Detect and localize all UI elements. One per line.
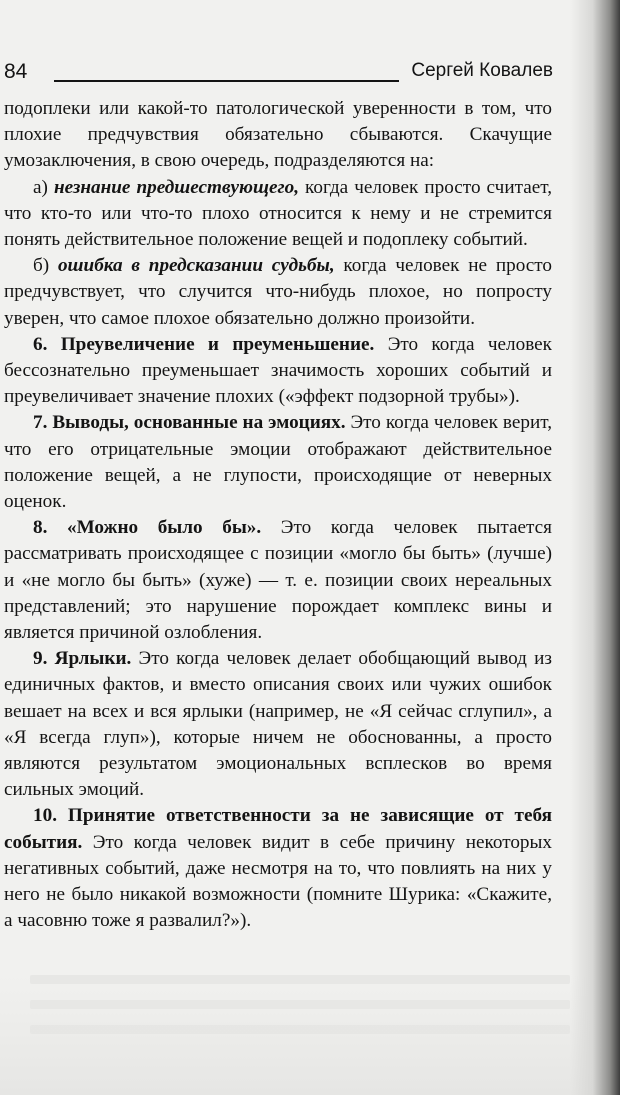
paragraph-text: когда человек просто считает, что кто-то или что-то плохо относится к нему и не стремится понять действительное положение вещей и подоплеку событий. xyxy=(4,176,552,251)
paragraph-continuation xyxy=(4,96,552,175)
paragraph-text: Это когда человек делает обобщающий вывод из единичных фактов, и вместо описания своих или чужих ошибок вешает на всех и вся ярлыки (например, не «Я сейчас сглупил», а «Я всегда глуп»), которые ничем не обоснованны, а просто являются результатом эмоциональных всплесков во время сильных эмоций. xyxy=(4,648,552,801)
paragraph-6 xyxy=(4,332,552,411)
paragraph-9 xyxy=(4,646,552,803)
item-marker: а) xyxy=(33,176,54,198)
item-term: ошибка в предсказании судьбы, xyxy=(57,255,335,277)
section-heading: 7. Выводы, основанные на эмоциях. xyxy=(33,412,346,434)
item-marker: б) xyxy=(33,255,58,277)
section-heading: 9. Ярлыки. xyxy=(33,648,132,670)
section-heading: 10. Принятие ответственности за не зависящие от тебя события. xyxy=(4,805,552,853)
binding-shadow xyxy=(570,0,620,1095)
body-text xyxy=(4,96,552,935)
paragraph-item-b xyxy=(4,253,552,332)
paragraph-text: Это когда человек пытается рассматривать происходящее с позиции «могло бы быть» (лучше) и «не могло бы быть» (хуже) — т. е. позиции своих нереальных представлений; это нарушение порождает комплекс вины и является причиной озлобления. xyxy=(4,517,552,644)
paragraph-text: подоплеки или какой-то патологической уверенности в том, что плохие предчувствия обязательно сбываются. Скачущие умозаключения, в свою очередь, подразделяются на: xyxy=(4,98,552,172)
paragraph-text: Это когда человек видит в себе причину некоторых негативных событий, даже несмотря на то, что повлиять на них у него не было никакой возможности (помните Шурика: «Скажите, а часовню тоже я развалил?»). xyxy=(4,831,552,932)
page-bottom-shading xyxy=(0,975,620,1095)
page-number: 84 xyxy=(4,60,28,83)
paragraph-7 xyxy=(4,410,552,515)
section-heading: 6. Преувеличение и преуменьшение. xyxy=(33,333,375,355)
section-heading: 8. «Можно было бы». xyxy=(33,517,262,539)
paragraph-10 xyxy=(4,803,552,934)
paragraph-8 xyxy=(4,515,552,646)
item-term: незнание предшествующего, xyxy=(53,176,300,198)
paragraph-item-a xyxy=(4,175,552,254)
running-head: Сергей Ковалев xyxy=(411,60,553,81)
paragraph-text: Это когда человек верит, что его отрицательные эмоции отображают действительное положение вещей, а не глупости, происходящие от неверных оценок. xyxy=(4,412,552,513)
header-rule xyxy=(54,80,399,82)
paragraph-text: когда человек не просто предчувствует, что случится что-нибудь плохое, но попросту уверен, что самое плохое обязательно должно произойти. xyxy=(4,255,553,329)
paragraph-text: Это когда человек бессознательно преуменьшает значимость хороших событий и преувеличивает значение плохих («эффект подзорной трубы»). xyxy=(4,333,552,408)
